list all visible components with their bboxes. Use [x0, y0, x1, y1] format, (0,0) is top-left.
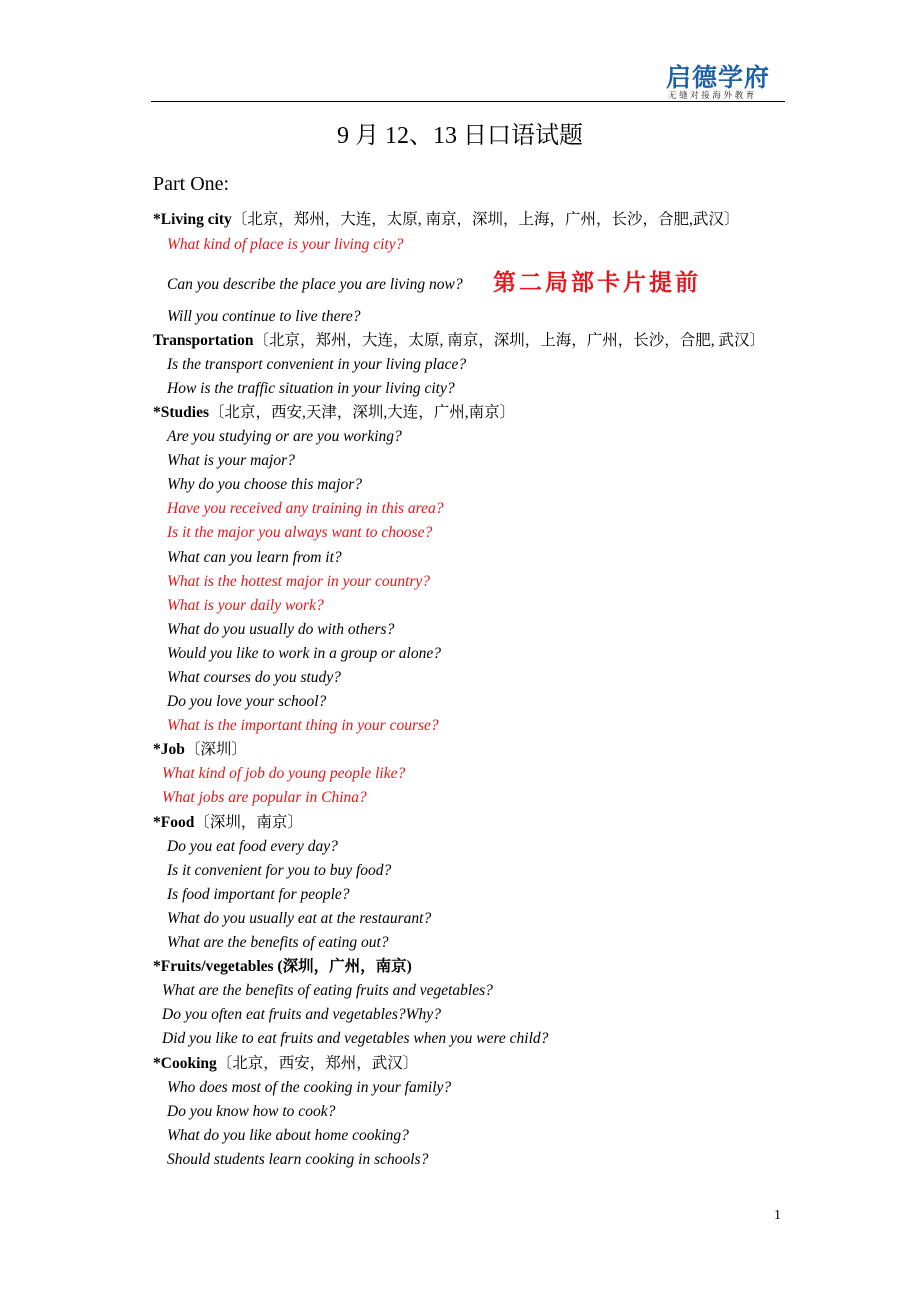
- question-item: How is the traffic situation in your living city?: [167, 380, 455, 397]
- question-item: What do you usually do with others?: [167, 621, 395, 638]
- section-keyword: *Fruits/vegetables: [153, 958, 274, 975]
- header-rule: [151, 101, 785, 102]
- logo-main-text: 启德学府: [666, 63, 771, 92]
- question-item: Do you love your school?: [167, 693, 327, 710]
- part-label: Part One:: [153, 173, 230, 195]
- section-cities: 〔深圳〕: [184, 741, 247, 758]
- question-item: Will you continue to live there?: [167, 308, 361, 325]
- question-item: What do you like about home cooking?: [167, 1127, 409, 1144]
- question-item: Should students learn cooking in schools?: [167, 1151, 429, 1168]
- section-keyword: *Studies: [153, 404, 209, 421]
- question-item: Do you eat food every day?: [167, 838, 338, 855]
- question-item: What do you usually eat at the restaurant?: [167, 910, 432, 927]
- section-heading-studies: [153, 403, 515, 423]
- section-heading-fruits-vegetables: [153, 957, 412, 977]
- question-item: Did you like to eat fruits and vegetables when you were child?: [162, 1030, 549, 1047]
- question-item: What are the benefits of eating fruits and vegetables?: [162, 982, 493, 999]
- question-item: Is it the major you always want to choose?: [167, 524, 433, 541]
- section-keyword: *Cooking: [153, 1055, 217, 1072]
- question-item: Do you know how to cook?: [167, 1103, 336, 1120]
- section-keyword: Transportation: [153, 332, 254, 349]
- question-item: Who does most of the cooking in your family?: [167, 1079, 452, 1096]
- question-item: What is your major?: [167, 452, 295, 469]
- section-keyword: *Food: [153, 814, 195, 831]
- question-item: Can you describe the place you are living now?: [167, 276, 463, 293]
- question-item: Is the transport convenient in your living place?: [167, 356, 467, 373]
- section-cities: (深圳，广州，南京): [273, 958, 412, 975]
- section-cities: 〔北京，郑州，大连，太原, 南京，深圳，上海，广州，长沙，合肥,武汉〕: [231, 211, 740, 228]
- logo-tagline: 无缝对接海外教育: [668, 91, 757, 101]
- question-item: Would you like to work in a group or alone?: [167, 645, 441, 662]
- section-heading-transportation: [153, 331, 765, 351]
- question-item: Is food important for people?: [167, 886, 350, 903]
- red-stamp-note: 第二局部卡片提前: [493, 269, 701, 296]
- section-keyword: *Job: [153, 741, 185, 758]
- page-number: 1: [774, 1208, 781, 1223]
- question-item: Are you studying or are you working?: [167, 428, 402, 445]
- section-keyword: *Living city: [153, 211, 232, 228]
- question-item: What is your daily work?: [167, 597, 324, 614]
- section-cities: 〔深圳，南京〕: [194, 814, 303, 831]
- question-item: What courses do you study?: [167, 669, 341, 686]
- page-title: 9 月 12、13 日口语试题: [337, 123, 583, 149]
- section-cities: 〔北京，西安，郑州，武汉〕: [216, 1055, 419, 1072]
- question-item: What kind of place is your living city?: [167, 236, 404, 253]
- question-item: What is the important thing in your course?: [167, 717, 439, 734]
- question-item: What are the benefits of eating out?: [167, 934, 389, 951]
- question-item: What jobs are popular in China?: [162, 789, 367, 806]
- section-heading-living-city: [153, 210, 739, 230]
- section-heading-cooking: [153, 1054, 418, 1074]
- section-heading-job: [153, 740, 247, 760]
- question-item: Do you often eat fruits and vegetables?Why?: [162, 1006, 441, 1023]
- question-item: What is the hottest major in your country?: [167, 573, 431, 590]
- section-cities: 〔北京，西安,天津，深圳,大连，广州,南京〕: [209, 404, 516, 421]
- question-item: Is it convenient for you to buy food?: [167, 862, 392, 879]
- question-item: Have you received any training in this area?: [167, 500, 444, 517]
- question-item: What kind of job do young people like?: [162, 765, 406, 782]
- brand-logo: [666, 64, 784, 104]
- section-heading-food: [153, 813, 303, 833]
- question-item: Why do you choose this major?: [167, 476, 363, 493]
- section-cities: 〔北京，郑州，大连，太原, 南京，深圳，上海，广州，长沙，合肥, 武汉〕: [253, 332, 765, 349]
- question-item: What can you learn from it?: [167, 549, 342, 566]
